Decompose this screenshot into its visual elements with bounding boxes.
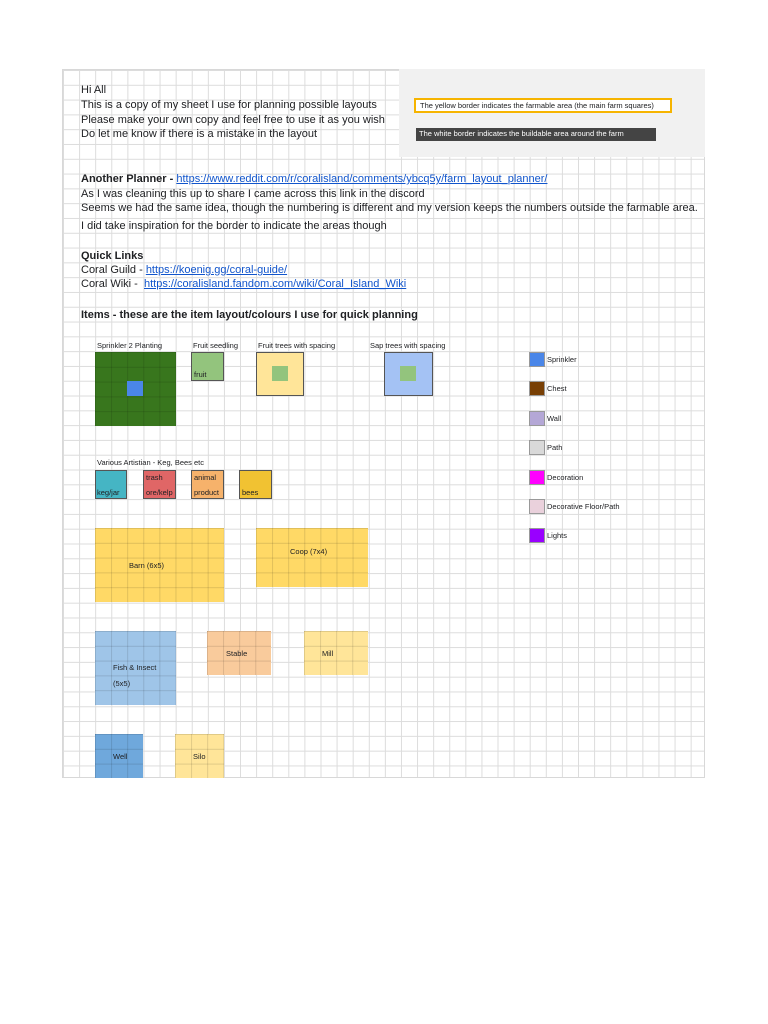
chest-swatch xyxy=(529,381,545,396)
fruit-tree-center xyxy=(272,366,288,381)
legend-label-wall: Wall xyxy=(547,414,562,423)
intro-line-2: Please make your own copy and feel free to use it as you wish xyxy=(81,114,385,126)
fruit-seedling-label: Fruit seedling xyxy=(193,341,239,350)
legend-label-decorative-floor: Decorative Floor/Path xyxy=(547,502,620,511)
coop-block xyxy=(256,528,368,587)
trash-label-2: ore/kelp xyxy=(146,488,173,497)
coral-guild-row xyxy=(81,263,287,277)
planner-line-3: I did take inspiration for the border to indicate the areas though xyxy=(81,220,387,232)
coral-wiki-row xyxy=(81,277,406,291)
yellow-border-note-text: The yellow border indicates the farmable area (the main farm squares) xyxy=(420,101,654,110)
trash-label-1: trash xyxy=(146,473,163,482)
intro-greeting: Hi All xyxy=(81,84,107,96)
notes-panel xyxy=(399,69,705,157)
legend-label-decoration: Decoration xyxy=(547,473,584,482)
animal-label-1: animal xyxy=(194,473,217,482)
barn-label: Barn (6x5) xyxy=(129,561,165,570)
fruit-trees-label: Fruit trees with spacing xyxy=(258,341,336,350)
sprinkler-swatch xyxy=(529,352,545,367)
sap-trees-label: Sap trees with spacing xyxy=(370,341,446,350)
animal-label-2: product xyxy=(194,488,220,497)
keg-label: keg/jar xyxy=(97,488,120,497)
sap-tree-center xyxy=(400,366,416,381)
intro-line-3: Do let me know if there is a mistake in the layout xyxy=(81,128,317,140)
white-border-note xyxy=(416,128,656,141)
lights-swatch xyxy=(529,528,545,543)
coral-guild-label: Coral Guild - xyxy=(81,264,143,276)
planner-heading: Another Planner - xyxy=(81,173,174,185)
coral-wiki-link[interactable]: https://coralisland.fandom.com/wiki/Coral_Island_Wiki xyxy=(143,278,407,290)
items-heading: Items - these are the item layout/colours I use for quick planning xyxy=(81,309,418,321)
mill-block xyxy=(304,631,368,675)
fruit-label: fruit xyxy=(194,370,207,379)
decoration-swatch xyxy=(529,470,545,485)
bees-label: bees xyxy=(242,488,259,497)
legend-label-chest: Chest xyxy=(547,384,567,393)
path-swatch xyxy=(529,440,545,455)
planner-row xyxy=(81,172,547,186)
coral-wiki-label: Coral Wiki - xyxy=(81,278,138,290)
quick-links-heading: Quick Links xyxy=(81,250,144,262)
legend-label-lights: Lights xyxy=(547,531,568,540)
planner-line-2: Seems we had the same idea, though the numbering is different and my version keeps the numbers outside the farmable area. xyxy=(81,202,698,214)
yellow-border-note xyxy=(414,98,672,113)
stable-label: Stable xyxy=(226,649,248,658)
legend-label-sprinkler: Sprinkler xyxy=(547,355,577,364)
wall-swatch xyxy=(529,411,545,426)
fish-label-1: Fish & Insect xyxy=(113,663,157,672)
well-label: Well xyxy=(113,752,128,761)
artisan-heading: Various Artistian - Keg, Bees etc xyxy=(97,458,204,467)
white-border-note-text: The white border indicates the buildable area around the farm xyxy=(419,129,624,138)
silo-label: Silo xyxy=(193,752,206,761)
coop-label: Coop (7x4) xyxy=(290,547,328,556)
intro-line-1: This is a copy of my sheet I use for planning possible layouts xyxy=(81,99,377,111)
sprinkler-tile xyxy=(127,381,143,396)
planner-link[interactable]: https://www.reddit.com/r/coralisland/comments/ybcq5y/farm_layout_planner/ xyxy=(176,173,548,185)
fish-label-2: (5x5) xyxy=(113,679,131,688)
coral-guild-link[interactable]: https://koenig.gg/coral-guide/ xyxy=(145,264,288,276)
sprinkler-planting-label: Sprinkler 2 Planting xyxy=(97,341,163,350)
legend-label-path: Path xyxy=(547,443,563,452)
planner-line-1: As I was cleaning this up to share I came across this link in the discord xyxy=(81,188,425,200)
decorative-floor-swatch xyxy=(529,499,545,514)
mill-label: Mill xyxy=(322,649,334,658)
